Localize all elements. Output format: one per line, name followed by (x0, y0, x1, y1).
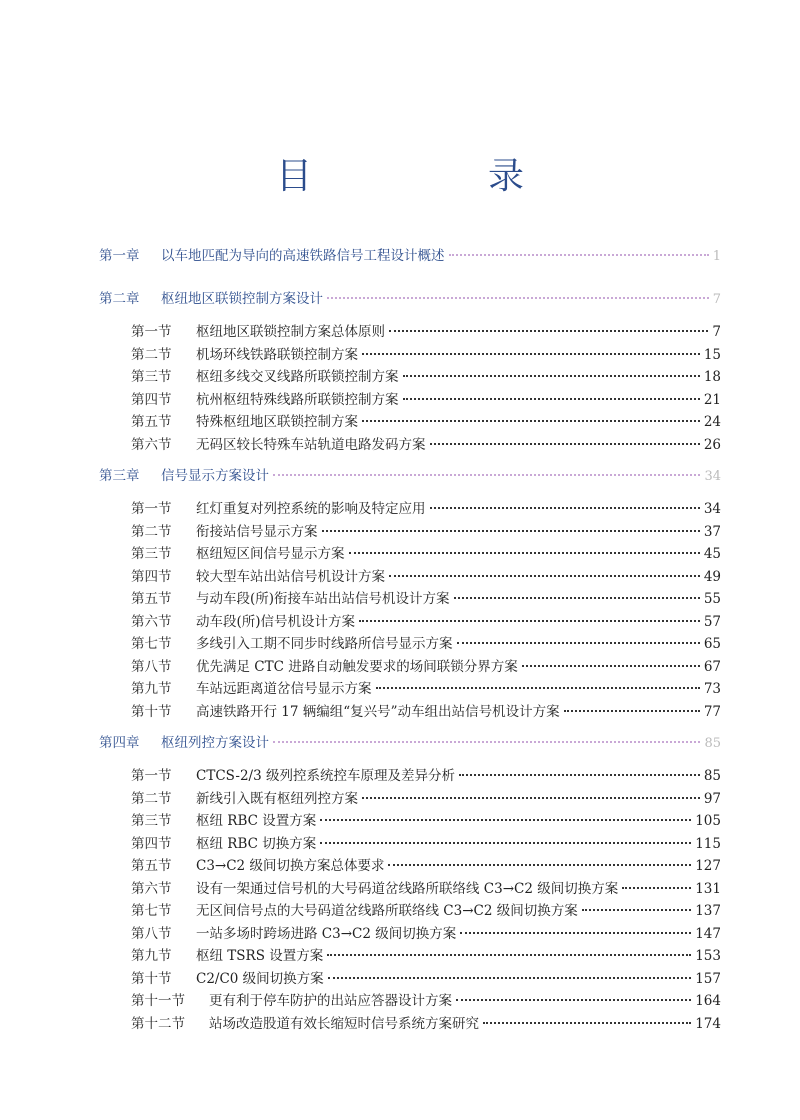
dot-leader (327, 297, 709, 299)
chapter-page: 7 (712, 292, 721, 307)
section-title: 无区间信号点的大号码道岔线路所联络线 C3→C2 级间切换方案 (196, 903, 578, 919)
toc-section[interactable] (99, 521, 721, 544)
dot-leader (460, 932, 691, 934)
section-page: 55 (703, 591, 721, 607)
section-label: 第九节 (131, 948, 172, 964)
chapter-page: 34 (704, 469, 721, 484)
section-label: 第三节 (131, 546, 172, 562)
section-label: 第七节 (131, 903, 172, 919)
toc-section[interactable] (99, 788, 721, 811)
dot-leader (430, 443, 700, 445)
toc-section[interactable] (99, 411, 721, 434)
section-title: 枢纽 RBC 切换方案 (196, 835, 317, 852)
toc-section[interactable] (99, 366, 721, 389)
toc-section[interactable] (99, 566, 721, 589)
section-label: 第七节 (131, 636, 172, 652)
dot-leader (327, 954, 691, 956)
section-title: 枢纽地区联锁控制方案总体原则 (196, 324, 385, 340)
toc-section[interactable] (99, 701, 721, 724)
section-page: 15 (703, 346, 721, 363)
section-label: 第十二节 (131, 1015, 185, 1032)
section-page: 24 (703, 414, 721, 430)
dot-leader (388, 864, 691, 866)
section-page: 67 (703, 658, 721, 675)
dot-leader (362, 797, 700, 799)
section-page: 57 (703, 613, 721, 630)
section-title: 更有利于停车防护的出站应答器设计方案 (209, 993, 452, 1009)
section-label: 第八节 (131, 925, 172, 942)
section-page: 49 (703, 568, 721, 585)
section-page: 77 (703, 703, 721, 720)
section-page: 97 (703, 790, 721, 807)
section-label: 第六节 (131, 436, 172, 453)
section-title: 设有一架通过信号机的大号码道岔线路所联络线 C3→C2 级间切换方案 (196, 880, 619, 897)
section-page: 73 (703, 681, 721, 697)
toc-section[interactable] (99, 678, 721, 701)
section-title: 新线引入既有枢纽列控方案 (196, 790, 358, 807)
dot-leader (273, 474, 700, 476)
dot-leader (456, 999, 691, 1001)
dot-leader (522, 665, 700, 667)
toc-section[interactable] (99, 968, 721, 991)
chapter-label: 第四章 (99, 735, 140, 751)
section-title: 一站多场时跨场进路 C3→C2 级间切换方案 (196, 925, 457, 942)
dot-leader (582, 909, 691, 911)
section-page: 26 (703, 436, 721, 453)
dot-leader (564, 710, 700, 712)
dot-leader (430, 507, 700, 509)
section-title: 枢纽多线交叉线路所联锁控制方案 (196, 369, 399, 385)
table-of-contents (99, 244, 721, 1035)
chapter-page: 85 (704, 736, 721, 751)
dot-leader (483, 1022, 691, 1024)
toc-section[interactable] (99, 633, 721, 656)
dot-leader (622, 887, 691, 889)
dot-leader (376, 687, 700, 689)
dot-leader (273, 741, 700, 743)
chapter-label: 第一章 (99, 248, 140, 264)
section-page: 105 (695, 813, 721, 829)
section-title: 特殊枢纽地区联锁控制方案 (196, 414, 358, 430)
section-title: C2/C0 级间切换方案 (196, 970, 324, 987)
section-title: 枢纽短区间信号显示方案 (196, 546, 345, 562)
section-title: 多线引入工期不同步时线路所信号显示方案 (196, 636, 453, 652)
toc-section[interactable] (99, 321, 721, 344)
section-title: 枢纽 RBC 设置方案 (196, 813, 317, 829)
dot-leader (362, 353, 700, 355)
section-label: 第十节 (131, 970, 172, 987)
toc-section[interactable] (99, 923, 721, 946)
dot-leader (449, 254, 709, 256)
section-page: 45 (703, 546, 721, 562)
section-label: 第一节 (131, 768, 172, 784)
toc-section[interactable] (99, 611, 721, 634)
section-page: 18 (703, 369, 721, 385)
section-label: 第三节 (131, 813, 172, 829)
section-title: 站场改造股道有效长缩短时信号系统方案研究 (209, 1015, 479, 1032)
section-title: 与动车段(所)衔接车站出站信号机设计方案 (196, 591, 450, 607)
dot-leader (322, 530, 700, 532)
chapter-title: 以车地匹配为导向的高速铁路信号工程设计概述 (161, 248, 445, 264)
dot-leader (454, 597, 700, 599)
section-label: 第十一节 (131, 993, 185, 1009)
toc-section[interactable] (99, 855, 721, 878)
chapter-title: 信号显示方案设计 (161, 468, 269, 484)
toc-section[interactable] (99, 434, 721, 457)
section-page: 137 (695, 903, 721, 919)
dot-leader (459, 774, 700, 776)
toc-section[interactable] (99, 344, 721, 367)
section-page: 127 (695, 858, 721, 874)
toc-section[interactable] (99, 990, 721, 1013)
section-page: 153 (695, 948, 721, 964)
section-page: 131 (695, 880, 721, 897)
toc-chapter-1[interactable] (99, 244, 721, 268)
chapter-page: 1 (712, 249, 721, 264)
section-title: 无码区较长特殊车站轨道电路发码方案 (196, 436, 426, 453)
section-page: 65 (703, 636, 721, 652)
toc-section[interactable] (99, 945, 721, 968)
section-label: 第十节 (131, 703, 172, 720)
section-title: 优先满足 CTC 进路自动触发要求的场间联锁分界方案 (196, 658, 518, 675)
section-page: 115 (695, 835, 721, 852)
section-label: 第四节 (131, 835, 172, 852)
section-title: 机场环线铁路联锁控制方案 (196, 346, 358, 363)
page-title: 目 录 (275, 156, 594, 197)
section-title: 车站远距离道岔信号显示方案 (196, 681, 372, 697)
chapter-label: 第二章 (99, 291, 140, 307)
toc-section[interactable] (99, 810, 721, 833)
section-page: 174 (695, 1015, 721, 1032)
section-label: 第六节 (131, 613, 172, 630)
dot-leader (349, 552, 700, 554)
section-title: 枢纽 TSRS 设置方案 (196, 948, 324, 964)
dot-leader (320, 842, 691, 844)
chapter-title: 枢纽地区联锁控制方案设计 (161, 291, 323, 307)
dot-leader (389, 330, 708, 332)
toc-section[interactable] (99, 833, 721, 856)
dot-leader (362, 420, 700, 422)
chapter-title: 枢纽列控方案设计 (161, 735, 269, 751)
dot-leader (403, 398, 700, 400)
toc-section[interactable] (99, 1013, 721, 1036)
toc-section[interactable] (99, 543, 721, 566)
section-label: 第六节 (131, 880, 172, 897)
section-page: 37 (703, 523, 721, 540)
section-label: 第三节 (131, 369, 172, 385)
dot-leader (403, 375, 700, 377)
dot-leader (328, 977, 692, 979)
section-label: 第四节 (131, 391, 172, 408)
section-title: C3→C2 级间切换方案总体要求 (196, 858, 385, 874)
toc-chapter-3[interactable] (99, 464, 721, 488)
toc-chapter-2[interactable] (99, 287, 721, 311)
toc-section[interactable] (99, 656, 721, 679)
section-page: 164 (695, 993, 721, 1009)
dot-leader (389, 575, 700, 577)
section-title: 动车段(所)信号机设计方案 (196, 613, 356, 630)
toc-section[interactable] (99, 588, 721, 611)
section-label: 第五节 (131, 858, 172, 874)
section-page: 21 (703, 391, 721, 408)
toc-section[interactable] (99, 900, 721, 923)
section-page: 85 (703, 768, 721, 784)
dot-leader (457, 642, 700, 644)
section-page: 34 (703, 501, 721, 517)
section-title: 高速铁路开行 17 辆编组“复兴号”动车组出站信号机设计方案 (196, 703, 560, 720)
section-label: 第八节 (131, 658, 172, 675)
toc-section[interactable] (99, 389, 721, 412)
section-label: 第九节 (131, 681, 172, 697)
section-title: 衔接站信号显示方案 (196, 523, 318, 540)
toc-section[interactable] (99, 878, 721, 901)
section-label: 第五节 (131, 414, 172, 430)
section-page: 147 (695, 925, 721, 942)
dot-leader (359, 620, 700, 622)
section-label: 第二节 (131, 346, 172, 363)
toc-section[interactable] (99, 765, 721, 788)
section-label: 第四节 (131, 568, 172, 585)
section-page: 157 (695, 970, 721, 987)
toc-section[interactable] (99, 498, 721, 521)
section-label: 第五节 (131, 591, 172, 607)
toc-chapter-4[interactable] (99, 731, 721, 755)
section-label: 第二节 (131, 790, 172, 807)
section-label: 第一节 (131, 501, 172, 517)
section-title: CTCS-2/3 级列控系统控车原理及差异分析 (196, 768, 455, 784)
section-title: 红灯重复对列控系统的影响及特定应用 (196, 501, 426, 517)
chapter-label: 第三章 (99, 468, 140, 484)
section-page: 7 (712, 324, 721, 340)
section-title: 较大型车站出站信号机设计方案 (196, 568, 385, 585)
section-title: 杭州枢纽特殊线路所联锁控制方案 (196, 391, 399, 408)
dot-leader (320, 819, 691, 821)
section-label: 第二节 (131, 523, 172, 540)
section-label: 第一节 (131, 324, 172, 340)
